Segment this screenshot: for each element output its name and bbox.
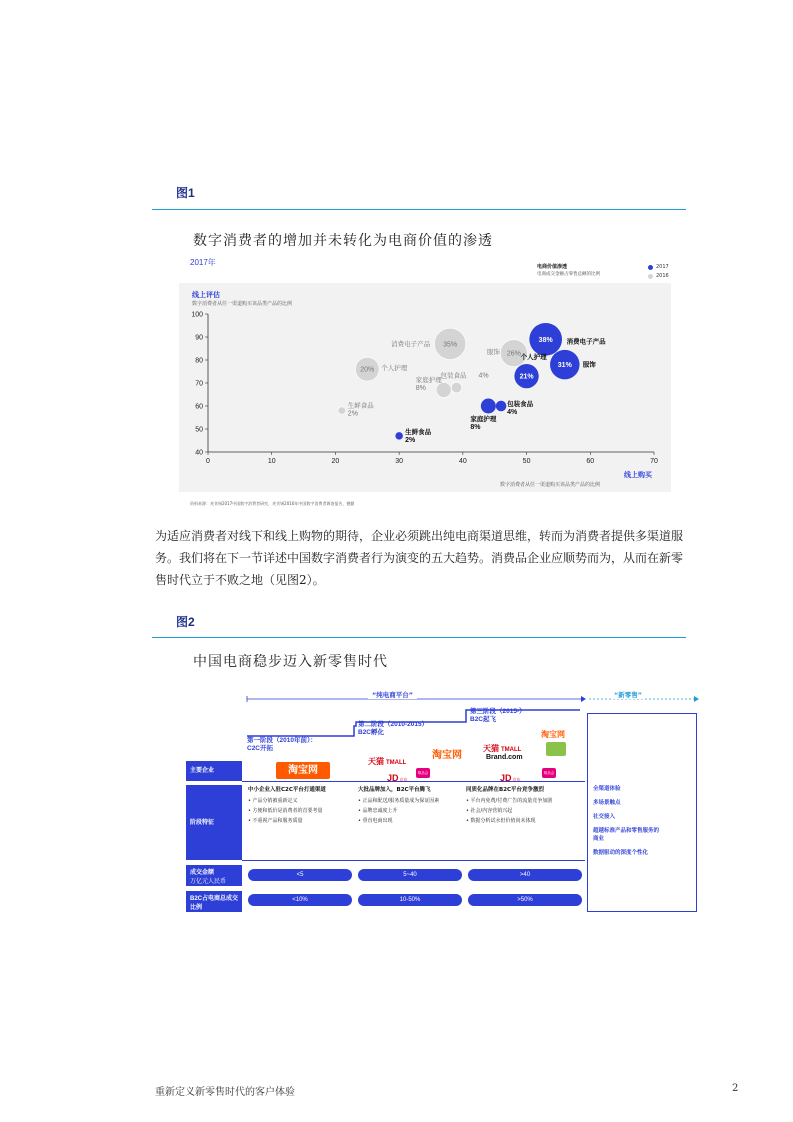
stage1-feature-item: • 不重视产品和服务质量 [248,818,303,824]
jd-logo-stage3 [500,766,521,785]
bubble-value-label: 2% [347,410,358,418]
bubble-2016 [451,382,462,393]
y-tick-label: 60 [195,403,203,411]
row-label-volume [186,865,242,886]
stage1-feature-heading: 中小企业入驻C2C平台打通渠道 [248,787,326,793]
figure1-year: 2017年 [190,258,216,267]
vip-logo-stage3 [542,768,556,778]
x-tick-label: 50 [522,458,531,465]
figure1-title: 数字消费者的增加并未转化为电商价值的渗透 [193,233,493,249]
stage1-feature-item: • 方便和低价是消费者的首要考量 [248,808,323,814]
row-label-volume-unit: 万亿元人民币 [190,879,227,885]
bubble-value-label: 4% [507,409,518,416]
taobao-logo-text: 淘宝网 [288,765,318,776]
volume-stage2: 5~40 [358,869,462,881]
bubble-category-label: 生鲜食品 [405,427,432,436]
stage1-feature-item: • 产品分销被重新定义 [248,798,298,804]
stage3-feature-text: 平台内免费/付费广告的流量竞争加剧 [470,798,553,804]
y-tick-label: 90 [195,334,203,342]
legend-subtitle: 电商成交金额占零售总额的比例 [537,272,600,277]
figure2-rule [152,637,686,638]
stage2-feature-item: • 正品和配送/服务质量成为保证因素 [358,798,440,804]
x-tick-label: 60 [586,458,595,465]
bubble-value-label: 4% [478,372,489,380]
new-retail-item: 全渠道体验 [593,786,621,792]
stage3-feature-text: 数据分析试水但价值尚未体现 [470,818,536,824]
stage3-features [466,786,584,825]
bubble-category-label: 家庭护理 [415,375,442,384]
vip-logo-text: 唯品会 [543,771,555,775]
y-tick-label: 100 [191,311,203,319]
bubble-value-label: 8% [415,384,426,392]
figure1-source: 资料来源：麦肯锡2017中国数字消费者研究，麦肯锡2016年中国数字消费者调查报告，德勤 [190,501,355,506]
tmall-logo-stage3 [483,736,521,755]
bubble-value-label: 26% [506,350,521,358]
stage3-feature-item: • 平台内免费/付费广告的流量竞争加剧 [466,798,553,804]
page-number: 2 [732,1083,739,1094]
x-tick-label: 30 [395,458,404,465]
stage1-feature-text: 方便和低价是消费者的首要考量 [252,808,323,814]
bubble-category-label: 服饰 [582,360,596,369]
y-tick-label: 80 [195,357,203,365]
banner-pure-ecommerce: “纯电商平台” [368,690,417,699]
row-features-divider [242,860,585,861]
bubble-2017 [481,399,496,414]
stage2-feature-text: 垂直电商出现 [362,818,393,824]
bubble-category-label: 个人护理 [520,353,547,362]
vip-logo [416,768,430,778]
bubble-value-label: 35% [443,341,458,349]
x-tick-label: 20 [331,458,340,465]
bubble-2017 [395,432,402,439]
new-retail-item: 社交接入 [593,814,616,820]
volume-stage1: <5 [248,869,352,881]
stage3-title: 第三阶段（2015-） [470,708,526,715]
bubble-2016 [436,382,451,397]
stage3-feature-item: • 数据分析试水但价值尚未体现 [466,818,536,824]
jd-logo-text: JD [500,773,512,783]
row-label-stage-features: 阶段特征 [186,785,242,860]
tmall-logo-cn: 天猫 [483,744,499,753]
x-tick-label: 0 [206,458,210,465]
bubble-value-label: 38% [538,336,553,344]
jd-logo-cn: 京东 [512,777,521,782]
stage1-title: 第一阶段（2010年前）： [247,737,317,744]
legend-2017-label: 2017 [656,264,669,270]
y-axis-subtitle: 数字消费者从任一渠道购买该品类产品的比例 [192,301,293,307]
jd-logo-cn: 京东 [399,777,408,782]
tmall-logo-cn: 天猫 [368,757,384,766]
bubble-category-label: 个人护理 [381,364,408,373]
scatter-chart [0,0,793,520]
row-label-volume-title: 成交金额 [190,870,215,876]
b2c-share-stage1: <10% [248,894,352,906]
stage2-feature-heading: 大批品牌加入，B2C平台腾飞 [358,787,431,793]
new-retail-item: 数据驱动的深度个性化 [593,850,649,856]
stage1-feature-text: 产品分销被重新定义 [252,798,298,804]
stage3-feature-text: 社会/内容营销兴起 [470,808,513,814]
stage1-subtitle: C2C开拓 [247,745,274,752]
bubble-value-label: 20% [360,366,375,374]
new-retail-item: 超越标准产品和零售服务的商业 [593,828,660,842]
stage3-feature-heading: 同质化品牌在B2C平台竞争激烈 [466,787,545,793]
stage2-feature-item: • 品牌忠诚度上升 [358,808,398,814]
stage2-feature-text: 品牌忠诚度上升 [362,808,398,814]
bubble-value-label: 21% [519,373,534,381]
bubble-category-label: 包装食品 [507,400,534,408]
stage1-features [248,786,352,825]
b2c-share-stage3: >50% [468,894,582,906]
legend-2016-label: 2016 [656,273,669,279]
stage1-feature-text: 不重视产品和服务质量 [252,818,303,824]
taobao-logo-stage3: 淘宝网 [541,730,565,739]
taobao-logo [276,762,330,779]
row-label-b2c-share: B2C占电商总成交比例 [186,891,242,912]
bubble-category-label: 消费电子产品 [391,339,431,348]
new-banner-arrow [694,696,699,702]
bubble-category-label: 服饰 [486,348,500,357]
stage2-subtitle: B2C孵化 [358,729,385,736]
stage2-features [358,786,462,825]
footer-title: 重新定义新零售时代的客户体验 [155,1087,295,1098]
y-axis-title: 线上评估 [192,291,220,299]
bubble-value-label: 2% [405,436,416,444]
y-tick-label: 70 [195,380,203,388]
banner-new-retail: “新零售” [611,690,645,699]
body-line-3: 售时代立于不败之地（见图2）。 [155,573,325,587]
bubble-category-label: 包装食品 [440,371,467,380]
stage2-feature-item: • 垂直电商出现 [358,818,393,824]
stage3-feature-item: • 社会/内容营销兴起 [466,808,513,814]
stage3-subtitle: B2C起飞 [470,716,497,723]
body-line-1: 为适应消费者对线下和线上购物的期待，企业必须跳出纯电商渠道思维，转而为消费者提供多渠道服 [155,529,684,543]
x-tick-label: 10 [267,458,276,465]
x-axis-title: 线上购买 [624,471,652,479]
brand-com-logo: Brand.com [486,754,523,761]
y-tick-label: 50 [195,426,203,434]
bubble-value-label: 31% [557,362,572,370]
bubble-value-label: 8% [470,424,481,431]
body-line-2: 务。我们将在下一节详述中国数字消费者行为演变的五大趋势。消费品企业应顺势而为，从而在新零 [155,551,684,565]
bubble-category-label: 生鲜食品 [347,401,374,410]
figure2-title: 中国电商稳步迈入新零售时代 [193,654,388,670]
row-main-divider [242,781,585,782]
pure-banner-arrow [581,696,586,702]
row-label-main-companies: 主要企业 [186,761,242,781]
stage2-feature-text: 正品和配送/服务质量成为保证因素 [362,798,440,804]
b2c-share-stage2: 10-50% [358,894,462,906]
taobao-logo-small: 淘宝网 [432,750,462,761]
new-retail-item: 多场景触点 [593,800,621,806]
volume-stage3: >40 [468,869,582,881]
bubble-category-label: 家庭护理 [470,415,497,423]
cart-logo [546,742,566,756]
figure1-label: 图1 [176,186,195,200]
legend-title: 电商价值渗透 [537,264,568,270]
bubble-category-label: 消费电子产品 [566,337,606,346]
jd-logo [387,766,408,785]
bubble-2017 [496,401,507,412]
jd-logo-text: JD [387,773,399,783]
figure2-label: 图2 [176,615,195,629]
y-tick-label: 40 [195,449,203,457]
tmall-logo-en: TMALL [501,747,522,753]
x-tick-label: 40 [458,458,467,465]
new-retail-list [593,785,693,857]
x-tick-label: 70 [650,458,658,465]
vip-logo-text: 唯品会 [417,771,429,775]
bubble-2016 [338,407,345,414]
x-axis-subtitle: 数字消费者从任一渠道购买该品类产品的比例 [500,482,601,488]
tmall-logo-en: TMALL [386,760,407,766]
stage2-title: 第二阶段（2010-2015） [358,721,429,728]
